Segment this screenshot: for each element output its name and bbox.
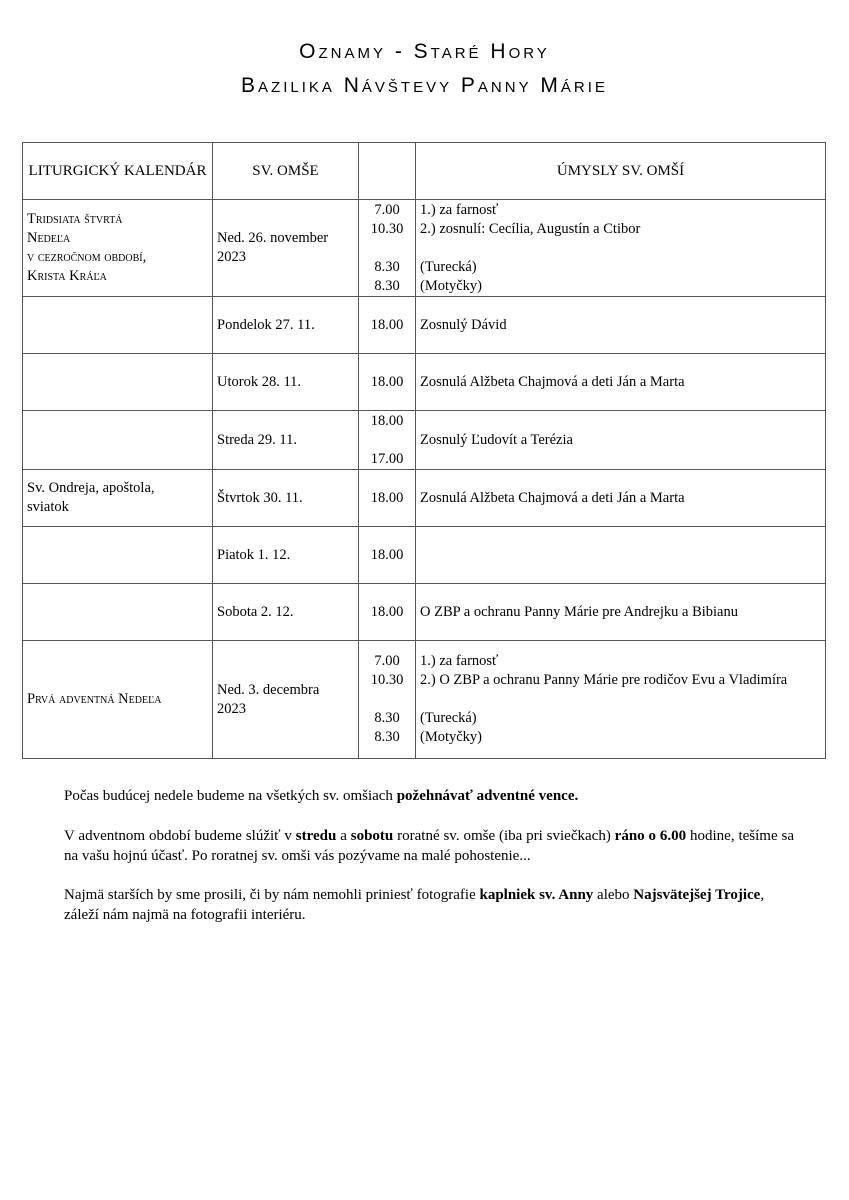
intention-cell: [416, 527, 826, 584]
day-cell: [213, 641, 359, 759]
note-text: a: [336, 828, 351, 844]
times-line: [359, 690, 415, 709]
note-text: , záleží nám najmä na fotografii interiéru.: [64, 887, 765, 923]
intentions-line: Zosnulá Alžbeta Chajmová a deti Ján a Marta: [420, 373, 685, 390]
intention-cell: [416, 297, 826, 354]
calendar-line: Prvá adventná Nedeľa: [27, 691, 162, 707]
times-line: 18.00: [370, 316, 404, 333]
note-bold: Najsvätejšej Trojice: [633, 887, 761, 903]
calendar-cell: [23, 200, 213, 297]
intentions-line: (Turecká): [420, 710, 477, 726]
page-subtitle: Bazilika Návštevy Panny Márie: [241, 74, 608, 97]
note-rorate-masses: [64, 826, 794, 866]
day-cell: [213, 527, 359, 584]
day-cell: [213, 411, 359, 470]
note-text: Počas budúcej nedele budeme na všetkých sv. omšiach: [64, 788, 397, 804]
table-row: [23, 411, 826, 470]
table-row: [23, 527, 826, 584]
intentions-line: (Motyčky): [420, 277, 483, 294]
calendar-cell: [23, 584, 213, 641]
intentions-line: (Motyčky): [420, 729, 483, 745]
calendar-line: Krista Kráľa: [27, 268, 107, 284]
intentions-line: [420, 546, 821, 565]
intentions-line: Zosnulá Alžbeta Chajmová a deti Ján a Marta: [420, 489, 685, 506]
header-masses: SV. OMŠE: [213, 143, 359, 200]
day-line: Piatok 1. 12.: [217, 546, 291, 563]
times-line: 8.30: [374, 710, 400, 726]
times-line: [359, 431, 415, 450]
times-line: 10.30: [370, 672, 404, 688]
schedule-table: [22, 142, 826, 759]
times-line: 18.00: [370, 373, 404, 390]
intention-cell: [416, 200, 826, 297]
note-bold: ráno o 6.00: [614, 828, 687, 844]
intentions-line: 1.) za farnosť: [420, 201, 499, 218]
calendar-line: Sv. Ondreja, apoštola,: [27, 480, 155, 496]
time-cell: [359, 297, 416, 354]
intention-cell: [416, 411, 826, 470]
calendar-line: v cezročnom období,: [27, 249, 147, 265]
day-line: 2023: [217, 700, 246, 717]
day-line: Streda 29. 11.: [217, 431, 298, 448]
day-cell: [213, 354, 359, 411]
calendar-line: Nedeľa: [27, 230, 71, 246]
intention-cell: [416, 641, 826, 759]
calendar-line: sviatok: [27, 499, 69, 515]
times-line: 10.30: [370, 220, 404, 237]
time-cell: [359, 470, 416, 527]
day-line: Sobota 2. 12.: [217, 603, 294, 620]
intentions-line: [420, 690, 821, 709]
table-row: [23, 470, 826, 527]
day-line: Pondelok 27. 11.: [217, 316, 315, 333]
note-text: hodine, tešíme sa na vašu hojnú účasť. Po roratnej sv. omši vás pozývame na malé pohostenie...: [64, 828, 794, 864]
day-line: Ned. 3. decembra: [217, 681, 320, 698]
note-text: Najmä starších by sme prosili, či by nám nemohli priniesť fotografie: [64, 887, 480, 903]
calendar-cell: [23, 297, 213, 354]
time-cell: [359, 354, 416, 411]
time-cell: [359, 527, 416, 584]
day-line: 2023: [217, 249, 246, 265]
note-bold: stredu: [295, 828, 337, 844]
intentions-line: [420, 239, 821, 258]
intentions-line: Zosnulý Dávid: [420, 316, 507, 333]
header-intentions: ÚMYSLY SV. OMŠÍ: [416, 143, 826, 200]
calendar-cell: [23, 411, 213, 470]
calendar-cell: [23, 354, 213, 411]
intentions-line: O ZBP a ochranu Panny Márie pre Andrejku a Bibianu: [420, 603, 738, 620]
table-row: [23, 297, 826, 354]
intentions-line: 2.) O ZBP a ochranu Panny Márie pre rodičov Evu a Vladimíra: [420, 672, 788, 688]
intention-cell: [416, 354, 826, 411]
intentions-line: 1.) za farnosť: [420, 653, 499, 669]
calendar-cell: [23, 641, 213, 759]
note-text: roratné sv. omše (iba pri sviečkach): [393, 828, 615, 844]
time-cell: [359, 411, 416, 470]
intentions-line: (Turecká): [420, 258, 477, 275]
time-cell: [359, 584, 416, 641]
times-line: 18.00: [370, 603, 404, 620]
header-calendar: LITURGICKÝ KALENDÁR: [23, 143, 213, 200]
times-line: 17.00: [370, 450, 404, 467]
table-row: [23, 641, 826, 759]
intention-cell: [416, 584, 826, 641]
day-cell: [213, 584, 359, 641]
table-row: [23, 354, 826, 411]
times-line: 8.30: [374, 729, 400, 745]
times-line: 18.00: [370, 489, 404, 506]
time-cell: [359, 200, 416, 297]
table-row: [23, 200, 826, 297]
calendar-cell: [23, 527, 213, 584]
note-photo-request: [64, 885, 794, 925]
times-line: [359, 239, 415, 258]
intention-cell: [416, 470, 826, 527]
intentions-line: Zosnulý Ľudovít a Terézia: [420, 431, 573, 448]
page-title: Oznamy - Staré Hory: [299, 40, 550, 63]
day-cell: [213, 470, 359, 527]
day-cell: [213, 200, 359, 297]
table-row: [23, 584, 826, 641]
calendar-cell: [23, 470, 213, 527]
times-line: 8.30: [374, 277, 400, 294]
times-line: 18.00: [370, 546, 404, 563]
note-advent-wreaths: [64, 786, 794, 806]
header-times: [359, 143, 416, 200]
day-line: Štvrtok 30. 11.: [217, 489, 303, 506]
note-bold: požehnávať adventné vence.: [396, 788, 579, 804]
intentions-line: 2.) zosnulí: Cecília, Augustín a Ctibor: [420, 220, 641, 237]
note-bold: sobotu: [350, 828, 394, 844]
note-text: V adventnom období budeme slúžiť v: [64, 828, 296, 844]
day-line: Ned. 26. november: [217, 230, 329, 246]
calendar-line: Tridsiata štvrtá: [27, 211, 123, 227]
times-line: 7.00: [374, 201, 400, 218]
times-line: 18.00: [370, 412, 404, 429]
times-line: 7.00: [374, 653, 400, 669]
times-line: 8.30: [374, 258, 400, 275]
day-line: Utorok 28. 11.: [217, 373, 302, 390]
note-bold: kaplniek sv. Anny: [479, 887, 594, 903]
day-cell: [213, 297, 359, 354]
note-text: alebo: [593, 887, 634, 903]
time-cell: [359, 641, 416, 759]
